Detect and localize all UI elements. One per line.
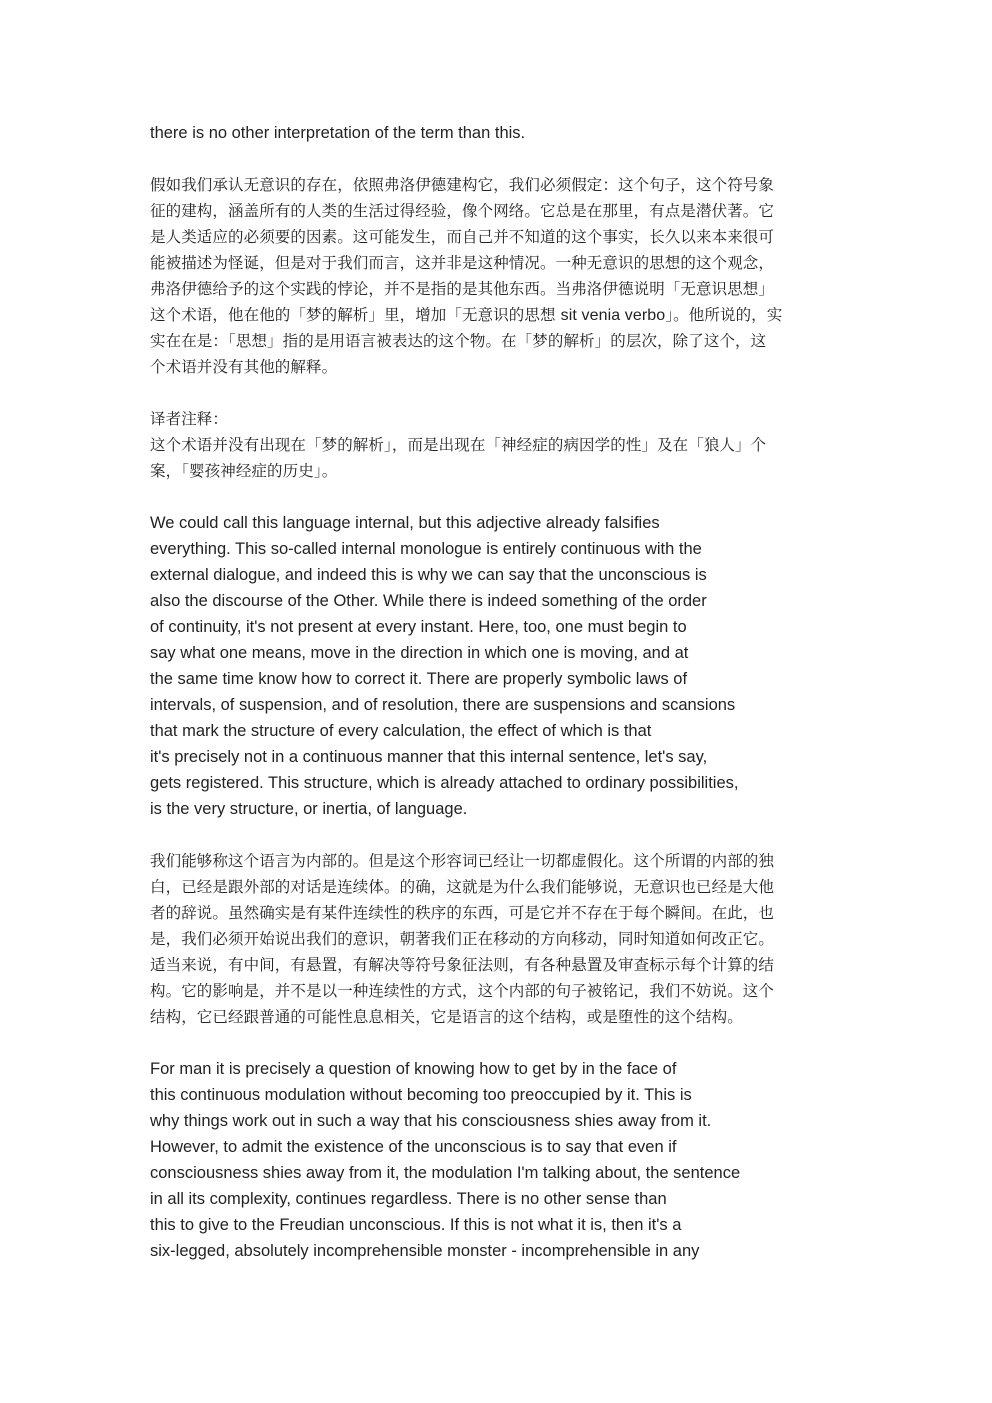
paragraph-gap [150,822,845,848]
text-line: of continuity, it's not present at every instant. Here, too, one must begin to [150,618,687,636]
text-line: 结构，它已经跟普通的可能性息息相关，它是语言的这个结构，或是堕性的这个结构。 [150,1008,743,1026]
paragraph-gap [150,1030,845,1056]
text-line: 案，「婴孩神经症的历史」。 [150,462,338,480]
text-line: 弗洛伊德给予的这个实践的悖论，并不是指的是其他东西。当弗洛伊德说明「无意识思想」 [150,280,775,298]
text-line: is the very structure, or inertia, of language. [150,800,468,818]
text-line: 者的辞说。虽然确实是有某件连续性的秩序的东西，可是它并不存在于每个瞬间。在此，也 [150,904,775,922]
text-line: this to give to the Freudian unconscious. If this is not what it is, then it's a [150,1216,682,1234]
paragraph-chinese-internal-language [150,848,845,1030]
paragraph-english-internal-language [150,510,845,822]
text-segment: 」。他所说的，实 [665,306,783,324]
text-line: intervals, of suspension, and of resolution, there are suspensions and scansions [150,696,736,714]
text-line: For man it is precisely a question of knowing how to get by in the face of [150,1060,677,1078]
paragraph-english-intro [150,120,845,146]
document-page [150,120,845,1264]
text-line: say what one means, move in the direction in which one is moving, and at [150,644,689,662]
paragraph-gap [150,146,845,172]
text-line: 是，我们必须开始说出我们的意识，朝著我们正在移动的方向移动，同时知道如何改正它。 [150,930,775,948]
text-line: this continuous modulation without becoming too preoccupied by it. This is [150,1086,692,1104]
latin-phrase: sit venia verbo [560,307,666,324]
text-line: 征的建构，涵盖所有的人类的生活过得经验，像个网络。它总是在那里，有点是潜伏著。它 [150,202,775,220]
text-line: it's precisely not in a continuous manner that this internal sentence, let's say, [150,748,708,766]
paragraph-chinese-unconscious [150,172,845,380]
paragraph-gap [150,380,845,406]
text-line: 实在在是：「思想」指的是用语言被表达的这个物。在「梦的解析」的层次，除了这个，这 [150,332,767,350]
text-line: 适当来说，有中间，有悬置，有解决等符号象征法则，有各种悬置及审查标示每个计算的结 [150,956,775,974]
note-heading: 译者注释： [150,410,229,428]
text-line: 是人类适应的必须要的因素。这可能发生，而自己并不知道的这个事实，长久以来本来很可 [150,228,775,246]
text-line: 构。它的影响是，并不是以一种连续性的方式，这个内部的句子被铭记，我们不妨说。这个 [150,982,775,1000]
text-line [150,302,845,328]
text-line: six-legged, absolutely incomprehensible monster - incomprehensible in any [150,1242,700,1260]
text-line: consciousness shies away from it, the modulation I'm talking about, the sentence [150,1164,741,1182]
text-line: in all its complexity, continues regardless. There is no other sense than [150,1190,667,1208]
text-line: that mark the structure of every calculation, the effect of which is that [150,722,652,740]
text-line: there is no other interpretation of the term than this. [150,124,526,142]
text-line: 这个术语并没有出现在「梦的解析」，而是出现在「神经症的病因学的性」及在「狼人」个 [150,436,767,454]
text-line: 白，已经是跟外部的对话是连续体。的确，这就是为什么我们能够说，无意识也已经是大他 [150,878,775,896]
paragraph-english-modulation [150,1056,845,1264]
text-line: the same time know how to correct it. There are properly symbolic laws of [150,670,688,688]
text-line: also the discourse of the Other. While there is indeed something of the order [150,592,707,610]
paragraph-gap [150,484,845,510]
text-line: why things work out in such a way that his consciousness shies away from it. [150,1112,712,1130]
text-line: However, to admit the existence of the unconscious is to say that even if [150,1138,677,1156]
text-line: 假如我们承认无意识的存在，依照弗洛伊德建构它，我们必须假定：这个句子，这个符号象 [150,176,775,194]
text-line: 我们能够称这个语言为内部的。但是这个形容词已经让一切都虚假化。这个所谓的内部的独 [150,852,775,870]
text-line: 能被描述为怪诞，但是对于我们而言，这并非是这种情况。一种无意识的思想的这个观念， [150,254,775,272]
text-segment: 这个术语，他在他的「梦的解析」里，增加「无意识的思想 [150,306,561,324]
text-line: everything. This so-called internal monologue is entirely continuous with the [150,540,702,558]
text-line: external dialogue, and indeed this is why we can say that the unconscious is [150,566,707,584]
text-line: 个术语并没有其他的解释。 [150,358,338,376]
translator-note [150,406,845,484]
text-line: We could call this language internal, but this adjective already falsifies [150,514,660,532]
text-line: gets registered. This structure, which is already attached to ordinary possibilities, [150,774,739,792]
